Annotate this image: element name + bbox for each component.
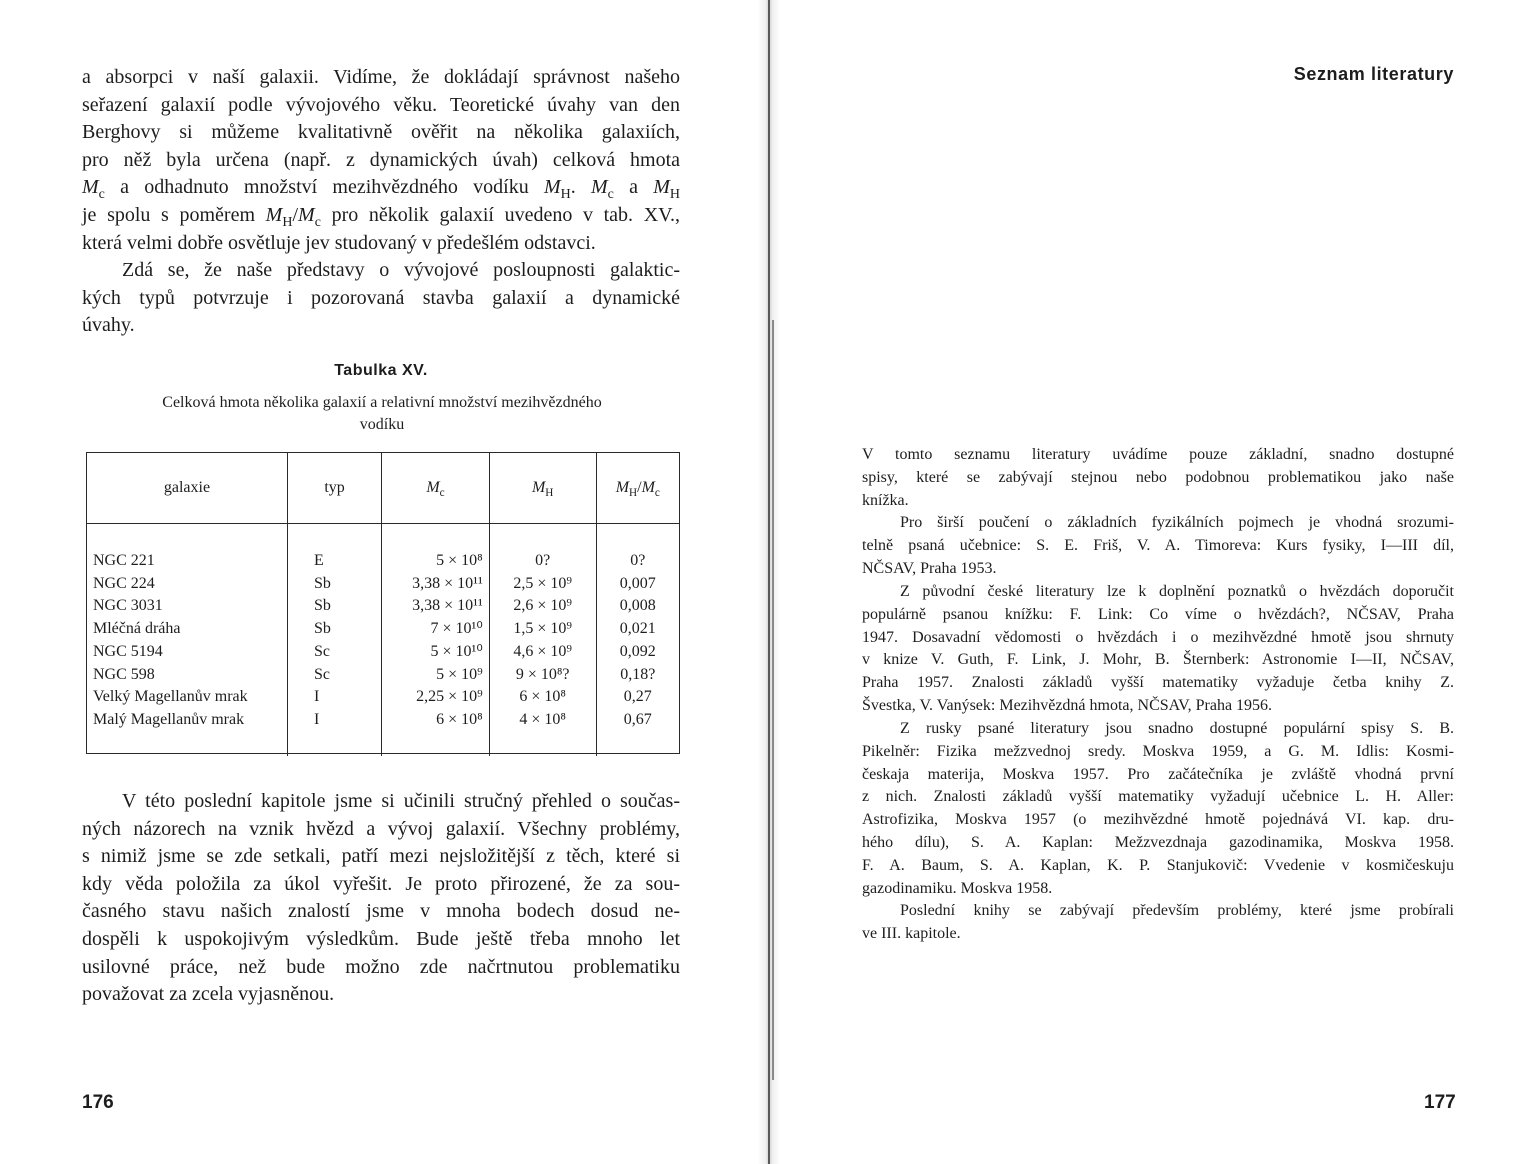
text-line: populárně psanou knížku: F. Link: Co víme o hvězdách?, NČSAV, Praha <box>862 605 1454 623</box>
table-cell: 0,008 <box>596 595 679 618</box>
table-cell: 0? <box>489 550 596 573</box>
table-cell: 2,25 × 10⁹ <box>382 686 490 709</box>
table-cell: 3,38 × 10¹¹ <box>382 595 490 618</box>
gutter-shadow-line <box>772 320 774 1080</box>
text-line: ve III. kapitole. <box>862 924 961 942</box>
text-line: úvahy. <box>82 314 135 337</box>
table-cell: 4 × 10⁸ <box>489 709 596 732</box>
galaxy-table-frame <box>86 452 680 754</box>
text-line: kdy věda položila za úkol vyřešit. Je proto přirozené, že za sou- <box>82 872 680 895</box>
text-line: pro něž byla určena (např. z dynamických úvah) celková hmota <box>82 148 680 171</box>
table-cell: 4,6 × 10⁹ <box>489 641 596 664</box>
text-line: 1947. Dosavadní vědomosti o hvězdách i o mezihvězdné hmotě jsou shrnuty <box>862 628 1454 646</box>
left-page <box>0 0 758 1164</box>
table-cell: 3,38 × 10¹¹ <box>382 573 490 596</box>
text-line: Švestka, V. Vanýsek: Mezihvězdná hmota, NČSAV, Praha 1956. <box>862 696 1273 714</box>
table-caption-line-2: vodíku <box>359 416 405 433</box>
table-cell: 0? <box>596 550 679 573</box>
right-paragraph-1 <box>862 444 1454 512</box>
table-caption <box>100 392 664 436</box>
table-title: Tabulka XV. <box>334 362 428 379</box>
table-row <box>87 550 679 573</box>
table-cell: 7 × 10¹⁰ <box>382 618 490 641</box>
text-line: Z původní české literatury lze k doplnění poznatků o hvězdách doporučit <box>900 583 1454 600</box>
left-paragraph-3 <box>82 788 680 1009</box>
table-cell: 0,18? <box>596 664 679 687</box>
text-line: Zdá se, že naše představy o vývojové posloupnosti galaktic- <box>122 259 680 281</box>
table-cell: Sb <box>287 595 381 618</box>
section-title: Seznam literatury <box>1293 64 1454 84</box>
text-line: je spolu s poměrem $M_H/M_c$ pro několik galaxií uvedeno v tab. XV., <box>82 203 680 230</box>
text-line: NČSAV, Praha 1953. <box>862 559 997 577</box>
text-line: gazodinamiku. Moskva 1958. <box>862 879 1053 897</box>
table-cell: Sc <box>287 641 381 664</box>
text-line: telně psaná učebnice: S. E. Friš, V. A. Timoreva: Kurs fysiky, I—III díl, <box>862 536 1454 554</box>
table-cell: 1,5 × 10⁹ <box>489 618 596 641</box>
table-cell: 6 × 10⁸ <box>489 686 596 709</box>
right-paragraph-2 <box>862 512 1454 580</box>
text-line: z nich. Znalosti základů vyšší matematiky vyžadují učebnice L. H. Aller: <box>862 788 1454 806</box>
text-line: kých typů potvrzuje i pozorovaná stavba galaxií a dynamické <box>82 286 680 309</box>
table-cell: NGC 5194 <box>93 642 163 660</box>
text-line: považovat za zcela vyjasněnou. <box>82 983 335 1006</box>
table-body <box>87 524 679 756</box>
text-line: ných názorech na vznik hvězd a vývoj galaxií. Všechny problémy, <box>82 817 680 840</box>
right-paragraph-3 <box>862 581 1454 718</box>
table-header-cell: $M_H/M_c$ <box>596 453 679 524</box>
left-paragraph-1 <box>82 64 680 257</box>
table-cell: 2,5 × 10⁹ <box>489 573 596 596</box>
text-line: Poslední knihy se zabývají především problémy, které jsme probírali <box>900 902 1454 919</box>
table-cell: 6 × 10⁸ <box>382 709 490 732</box>
table-row <box>87 709 679 732</box>
text-line: Praha 1957. Znalosti základů vyšší matematiky vyžaduje četba knihy Z. <box>862 674 1454 692</box>
text-line: s nimiž jsme se zde setkali, patří mezi nejsložitější z těch, které si <box>82 845 680 868</box>
text-line: dospěli k uspokojivým výsledkům. Bude ještě třeba mnoho let <box>82 927 680 950</box>
text-line: $M_c$ a odhadnuto množství mezihvězdného vodíku $M_H$. $M_c$ a $M_H$ <box>82 176 681 203</box>
table-cell: Sb <box>287 618 381 641</box>
table-cell: Sb <box>287 573 381 596</box>
table-cell: 0,27 <box>596 686 679 709</box>
table-row <box>87 664 679 687</box>
table-cell: 0,007 <box>596 573 679 596</box>
table-caption-line-1: Celková hmota několika galaxií a relativní množství mezihvězdného <box>162 394 602 411</box>
table-row <box>87 618 679 641</box>
text-line: Pro širší poučení o základních fyzikálních pojmech je vhodná srozumi- <box>900 514 1454 531</box>
text-line: Z rusky psané literatury jsou snadno dostupné populární spisy S. B. <box>900 720 1454 737</box>
text-line: Astrofizika, Moskva 1957 (o mezihvězdné hmotě pojednává VI. kap. dru- <box>862 811 1454 829</box>
table-cell: NGC 3031 <box>93 597 163 615</box>
text-line: V tomto seznamu literatury uvádíme pouze základní, snadno dostupné <box>862 446 1454 463</box>
text-line: usilovné práce, než bude možno zde načrtnutou problematiku <box>82 955 680 978</box>
table-cell: 0,092 <box>596 641 679 664</box>
table-cell: Mléčná dráha <box>93 620 181 638</box>
text-line: a absorpci v naší galaxii. Vidíme, že dokládají správnost našeho <box>82 66 680 88</box>
left-paragraph-2 <box>82 257 680 340</box>
text-line: V této poslední kapitole jsme si učinili stručný přehled o součas- <box>122 790 680 812</box>
table-cell: NGC 224 <box>93 574 155 592</box>
table-cell: 0,67 <box>596 709 679 732</box>
text-line: seřazení galaxií podle vývojového věku. Teoretické úvahy van den <box>82 93 680 116</box>
text-line: F. A. Baum, S. A. Kaplan, K. P. Stanjukovič: Vvedenie v kosmičeskuju <box>862 856 1454 874</box>
table-header-row <box>87 453 679 524</box>
table-cell: I <box>287 709 381 732</box>
table-row <box>87 573 679 596</box>
table-cell: 9 × 10⁸? <box>489 664 596 687</box>
table-spacer-row <box>87 732 679 756</box>
table-cell: Sc <box>287 664 381 687</box>
table-cell: 2,6 × 10⁹ <box>489 595 596 618</box>
table-cell: 5 × 10⁸ <box>382 550 490 573</box>
table-cell: 0,021 <box>596 618 679 641</box>
table-row <box>87 686 679 709</box>
table-cell: Malý Magellanův mrak <box>93 710 245 728</box>
right-paragraph-5 <box>862 900 1454 946</box>
text-line: která velmi dobře osvětluje jev studovaný v předešlém odstavci. <box>82 231 596 254</box>
table-row <box>87 641 679 664</box>
table-header-cell: $M_H$ <box>489 453 596 524</box>
page-number-left: 176 <box>82 1092 114 1113</box>
table-cell: NGC 221 <box>93 552 155 569</box>
table-cell: 5 × 10¹⁰ <box>382 641 490 664</box>
text-line: českaja materija, Moskva 1957. Pro začátečníka je zvláště vhodná první <box>862 765 1454 783</box>
table-cell: E <box>287 550 381 573</box>
page-number-right: 177 <box>1424 1092 1456 1113</box>
table-header-cell: galaxie <box>87 453 287 524</box>
table-cell: 5 × 10⁹ <box>382 664 490 687</box>
right-paragraph-4 <box>862 718 1454 900</box>
text-line: v knize V. Guth, F. Link, J. Mohr, B. Šternberk: Astronomie I—II, NČSAV, <box>862 651 1454 669</box>
table-header-cell: $M_c$ <box>382 453 490 524</box>
table-spacer-row <box>87 524 679 551</box>
table-cell: I <box>287 686 381 709</box>
text-line: knížka. <box>862 491 909 509</box>
text-line: hého dílu), S. A. Kaplan: Mežzvezdnaja gazodinamika, Moskva 1958. <box>862 833 1454 851</box>
table-cell: Velký Magellanův mrak <box>93 688 248 706</box>
text-line: spisy, které se zabývají stejnou nebo podobnou problematikou jako naše <box>862 468 1454 486</box>
text-line: časného stavu našich znalostí jsme v mnoha bodech dosud ne- <box>82 900 680 923</box>
table-cell: NGC 598 <box>93 665 155 683</box>
table-header-cell: typ <box>287 453 381 524</box>
gutter-fold-line <box>768 0 770 1164</box>
text-line: Berghovy si můžeme kvalitativně ověřit na několika galaxiích, <box>82 121 680 144</box>
table-row <box>87 595 679 618</box>
galaxy-mass-table <box>87 453 679 756</box>
text-line: Pikelněr: Fizika mežzvednoj sredy. Moskva 1959, a G. M. Idlis: Kosmi- <box>862 742 1454 760</box>
